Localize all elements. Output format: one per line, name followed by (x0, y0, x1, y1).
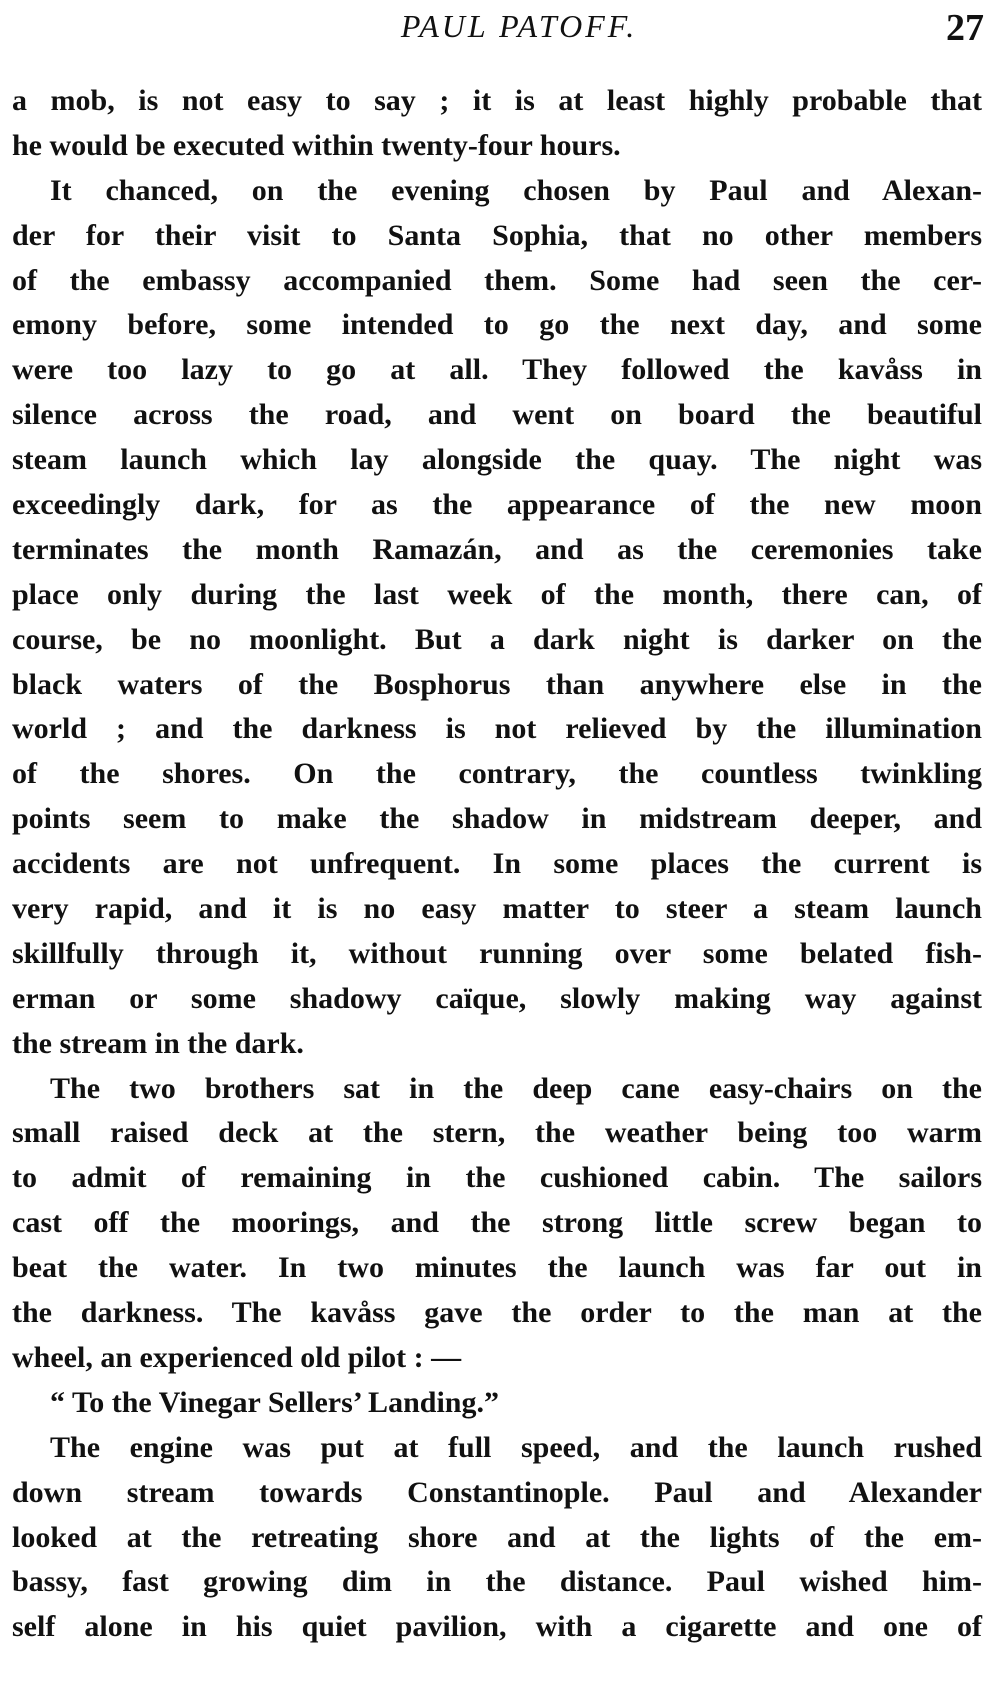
text-line: skillfully through it, without running over some belated fish- (12, 936, 982, 970)
text-line: down stream towards Constantinople. Paul and Alexander (12, 1475, 982, 1509)
text-line: the stream in the dark. (12, 1026, 304, 1060)
text-line: The two brothers sat in the deep cane easy-chairs on the (50, 1071, 982, 1105)
text-line: silence across the road, and went on board the beautiful (12, 398, 982, 432)
text-line: beat the water. In two minutes the launch was far out in (12, 1251, 982, 1285)
text-line: The engine was put at full speed, and the launch rushed (50, 1430, 982, 1464)
text-line: small raised deck at the stern, the weather being too warm (12, 1116, 982, 1150)
text-line: to admit of remaining in the cushioned cabin. The sailors (12, 1161, 982, 1195)
text-line: It chanced, on the evening chosen by Paul and Alexan- (50, 173, 982, 207)
text-line: “ To the Vinegar Sellers’ Landing.” (50, 1385, 499, 1419)
text-line: of the embassy accompanied them. Some had seen the cer- (12, 263, 982, 297)
page-header (14, 8, 984, 52)
text-line: points seem to make the shadow in midstream deeper, and (12, 802, 982, 836)
text-line: wheel, an experienced old pilot : — (12, 1340, 462, 1374)
text-line: exceedingly dark, for as the appearance of the new moon (12, 488, 982, 522)
text-line: der for their visit to Santa Sophia, that no other members (12, 218, 982, 252)
text-line: erman or some shadowy caïque, slowly making way against (12, 981, 982, 1015)
text-line: were too lazy to go at all. They followed the kavåss in (12, 353, 982, 387)
text-line: of the shores. On the contrary, the countless twinkling (12, 757, 982, 791)
body-text (12, 79, 982, 1650)
text-line: a mob, is not easy to say ; it is at least highly probable that (12, 84, 982, 117)
text-line: steam launch which lay alongside the quay. The night was (12, 443, 982, 477)
page-number: 27 (946, 7, 984, 49)
text-line: emony before, some intended to go the next day, and some (12, 308, 982, 342)
text-line: he would be executed within twenty-four hours. (12, 128, 621, 162)
text-line: bassy, fast growing dim in the distance. Paul wished him- (12, 1565, 982, 1599)
running-title: PAUL PATOFF. (400, 8, 638, 44)
text-line: black waters of the Bosphorus than anywhere else in the (12, 667, 982, 701)
text-line: the darkness. The kavåss gave the order to the man at the (12, 1296, 982, 1330)
text-line: self alone in his quiet pavilion, with a cigarette and one of (12, 1610, 982, 1644)
text-line: place only during the last week of the month, there can, of (12, 577, 982, 611)
text-line: cast off the moorings, and the strong little screw began to (12, 1206, 982, 1240)
text-line: course, be no moonlight. But a dark night is darker on the (12, 622, 982, 656)
text-line: very rapid, and it is no easy matter to steer a steam launch (12, 892, 982, 926)
text-line: looked at the retreating shore and at the lights of the em- (12, 1520, 982, 1554)
text-line: accidents are not unfrequent. In some places the current is (12, 847, 982, 881)
text-line: world ; and the darkness is not relieved by the illumination (12, 712, 982, 746)
text-line: terminates the month Ramazán, and as the ceremonies take (12, 532, 982, 566)
